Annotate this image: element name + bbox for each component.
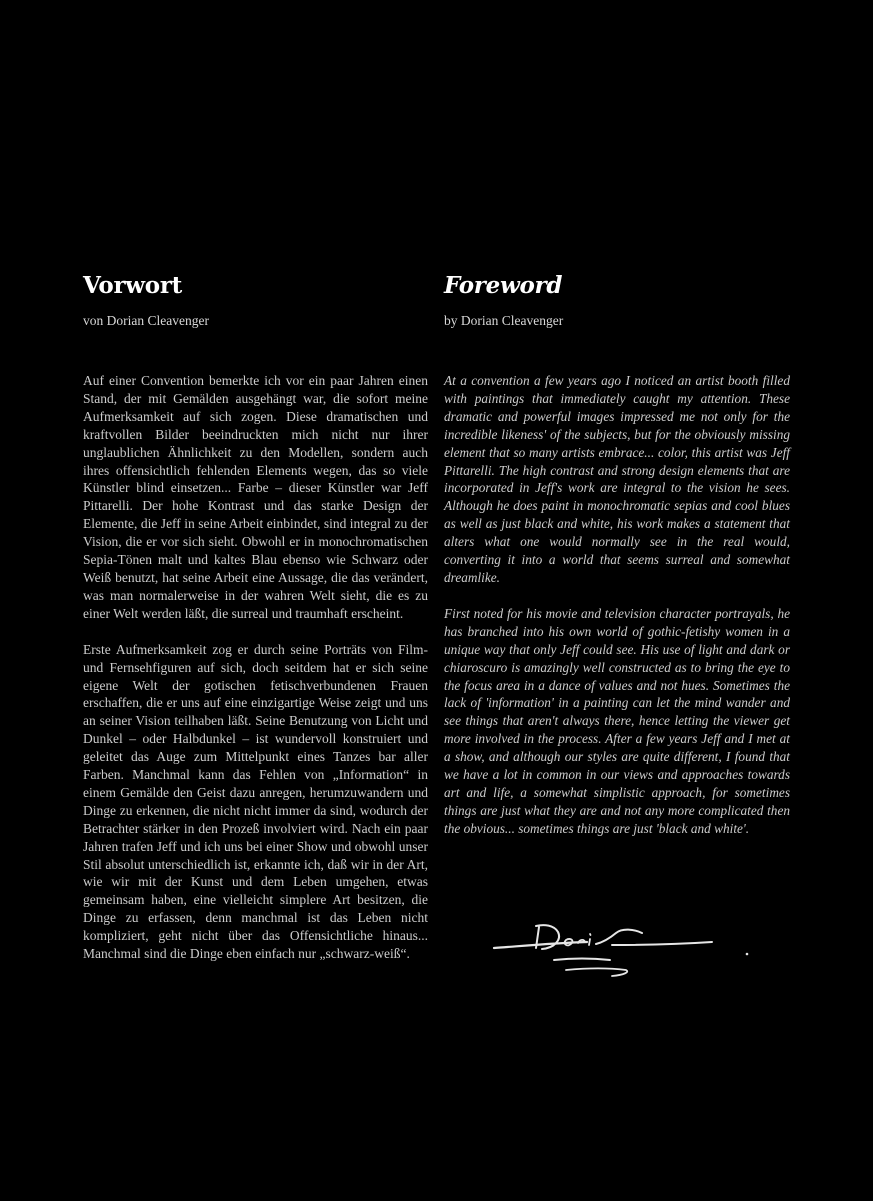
english-paragraph-2: First noted for his movie and television character portrayals, he has branched into his own world of gothic-fetishy women in a unique way that only Jeff could see. His use of light and dark or chiaroscuro is amazingly well constructed as to bring the eye to the focus area in a dance of values and not hues. Sometimes the lack of 'information' in a painting can let the mind wander and see things that aren't always there, hence letting the viewer get more involved in the process. After a few years Jeff and I met at a show, and although our styles are quite different, I found that we have a lot in common in our views and approaches towards art and life, a somewhat simplistic approach, for sometimes things are just what they are and not any more complicated then the obvious... sometimes things are just 'black and white'. bbox=[444, 605, 790, 836]
german-title: Vorwort bbox=[83, 272, 182, 299]
english-paragraph-1: At a convention a few years ago I noticed an artist booth filled with paintings that immediately caught my attention. These dramatic and powerful images impressed me not only for the incredible likeness' of the subjects, but for the obviously missing element that so many artists embrace... color, this artist was Jeff Pittarelli. The high contrast and strong design elements that are incorporated in Jeff's work are integral to the vision he sees. Although he does paint in monochromatic sepias and cool blues as well as just black and white, his work makes a statement that alters what one would normally see in the real would, converting it into a world that seems surreal and somewhat dreamlike. bbox=[444, 373, 790, 585]
german-byline: von Dorian Cleavenger bbox=[83, 313, 209, 328]
english-column bbox=[444, 270, 790, 856]
german-paragraph-2: Erste Aufmerksamkeit zog er durch seine Porträts von Film- und Fernsehfiguren auf sich, doch seitdem hat er sich seine eigene Welt der gotischen fetischverbundenen Frauen erschaffen, die er uns auf eine einzigartige Weise zeigt und uns an seiner Vision teilhaben läßt. Seine Benutzung von Licht und Dunkel – oder Halbdunkel – ist wundervoll konstruiert und geleitet das Auge zum Mittelpunkt eines Tanzes bar aller Farben. Manchmal kann das Fehlen von „Information“ in einem Gemälde den Geist dazu anregen, herumzuwandern und Dinge zu erkennen, die nicht nicht immer da sind, wodurch der Betrachter stärker in den Prozeß involviert wird. Nach ein paar Jahren trafen Jeff und ich uns bei einer Show und obwohl unser Stil absolut unterschiedlich ist, erkannte ich, daß wir in der Art, wie wir mit der Kunst und dem Leben umgehen, etwas gemeinsam haben, eine vielleicht simplere Art besitzen, die Dinge zu erfassen, denn manchmal ist das Leben nicht kompliziert, geht nicht über das Offensichtliche hinaus... Manchmal sind die Dinge eben einfach nur „schwarz-weiß“. bbox=[83, 641, 428, 962]
german-paragraph-1: Auf einer Convention bemerkte ich vor ein paar Jahren einen Stand, der mit Gemälden ausgehängt war, die sofort meine Aufmerksamkeit auf sich zogen. Diese dramatischen und kraftvollen Bilder beeindruckten mich nicht nur ihrer unglaublichen Ähnlichkeit zu den Modellen, sondern auch ihres offensichtlich fehlenden Elements wegen, das so viele Künstler blind einsetzen... Farbe – dieser Künstler war Jeff Pittarelli. Der hohe Kontrast und das starke Design der Elemente, die Jeff in seine Arbeit einbindet, sind integral zu der Vision, die er vor sich sieht. Obwohl er in monochromatischen Sepia-Tönen malt und kaltes Blau ebenso wie Schwarz oder Weiß benutzt, hat seine Arbeit eine Aussage, die das verändert, was man normalerweise in der wahren Welt sieht, die es zu einer Welt werden läßt, die surreal und traumhaft erscheint. bbox=[83, 373, 428, 621]
english-byline: by Dorian Cleavenger bbox=[444, 313, 564, 328]
german-column bbox=[83, 270, 428, 981]
english-body bbox=[444, 372, 790, 838]
handwritten-signature bbox=[492, 912, 757, 992]
english-title: Foreword bbox=[444, 272, 563, 299]
german-body bbox=[83, 372, 428, 963]
